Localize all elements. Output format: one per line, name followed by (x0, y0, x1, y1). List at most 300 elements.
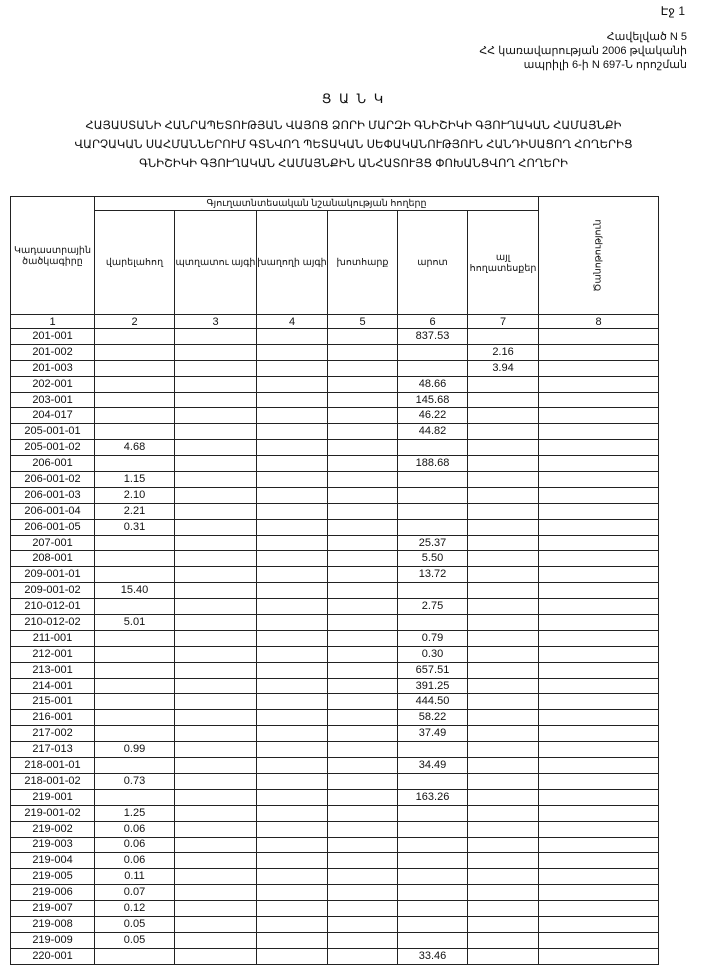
other-cell (468, 408, 539, 424)
hayfield-cell (328, 789, 398, 805)
code-cell: 203-001 (11, 392, 95, 408)
vineyard-cell (257, 805, 328, 821)
pasture-cell: 33.46 (398, 948, 468, 964)
table-row (11, 758, 659, 774)
other-cell (468, 853, 539, 869)
code-cell: 206-001 (11, 456, 95, 472)
vineyard-cell (257, 630, 328, 646)
pasture-cell (398, 472, 468, 488)
pasture-cell (398, 503, 468, 519)
hayfield-cell (328, 726, 398, 742)
hayfield-cell (328, 424, 398, 440)
table-row (11, 678, 659, 694)
table-row (11, 440, 659, 456)
perennial-cell (175, 948, 257, 964)
pasture-cell: 44.82 (398, 424, 468, 440)
other-cell (468, 472, 539, 488)
table-row (11, 948, 659, 964)
pasture-cell: 657.51 (398, 662, 468, 678)
arable-cell (95, 726, 175, 742)
hayfield-cell (328, 869, 398, 885)
table-row (11, 456, 659, 472)
perennial-cell (175, 519, 257, 535)
pasture-cell (398, 344, 468, 360)
table-row (11, 472, 659, 488)
other-cell (468, 630, 539, 646)
note-cell (539, 773, 659, 789)
arable-cell: 1.15 (95, 472, 175, 488)
hayfield-cell (328, 805, 398, 821)
vineyard-cell (257, 567, 328, 583)
vineyard-cell (257, 424, 328, 440)
table-row (11, 646, 659, 662)
arable-cell: 5.01 (95, 615, 175, 631)
vineyard-cell (257, 519, 328, 535)
perennial-cell (175, 726, 257, 742)
annex-decision: ՀՀ կառավարության 2006 թվականի (479, 45, 687, 57)
other-cell (468, 758, 539, 774)
code-cell: 219-004 (11, 853, 95, 869)
note-cell (539, 344, 659, 360)
perennial-cell (175, 551, 257, 567)
arable-cell (95, 376, 175, 392)
table-row (11, 901, 659, 917)
arable-cell: 0.73 (95, 773, 175, 789)
col-number: 3 (175, 315, 257, 329)
arable-cell: 0.31 (95, 519, 175, 535)
table-body (11, 329, 659, 965)
table-row (11, 360, 659, 376)
perennial-cell (175, 742, 257, 758)
pasture-cell: 2.75 (398, 599, 468, 615)
hayfield-cell (328, 901, 398, 917)
perennial-cell (175, 789, 257, 805)
table-row (11, 742, 659, 758)
arable-cell: 4.68 (95, 440, 175, 456)
code-cell: 204-017 (11, 408, 95, 424)
note-cell (539, 869, 659, 885)
other-cell (468, 662, 539, 678)
pasture-cell (398, 742, 468, 758)
vineyard-cell (257, 726, 328, 742)
pasture-cell: 58.22 (398, 710, 468, 726)
other-cell (468, 503, 539, 519)
pasture-cell (398, 360, 468, 376)
perennial-cell (175, 901, 257, 917)
table-row (11, 583, 659, 599)
perennial-cell (175, 456, 257, 472)
hayfield-cell (328, 535, 398, 551)
arable-cell (95, 694, 175, 710)
arable-cell (95, 408, 175, 424)
arable-cell: 1.25 (95, 805, 175, 821)
document-title: Ց Ա Ն Կ (321, 91, 386, 106)
vineyard-cell (257, 329, 328, 345)
perennial-cell (175, 869, 257, 885)
note-cell (539, 329, 659, 345)
pasture-cell: 34.49 (398, 758, 468, 774)
hayfield-cell (328, 456, 398, 472)
other-cell (468, 329, 539, 345)
vineyard-cell (257, 916, 328, 932)
vineyard-cell (257, 948, 328, 964)
code-cell: 206-001-05 (11, 519, 95, 535)
pasture-cell (398, 916, 468, 932)
hayfield-cell (328, 853, 398, 869)
note-cell (539, 916, 659, 932)
vineyard-cell (257, 932, 328, 948)
code-cell: 219-009 (11, 932, 95, 948)
note-header-label: Ծանոթություն (593, 219, 605, 292)
vineyard-cell (257, 710, 328, 726)
col-vineyard-header: խաղողի այգի (257, 211, 328, 315)
hayfield-cell (328, 583, 398, 599)
perennial-cell (175, 535, 257, 551)
table-row (11, 487, 659, 503)
hayfield-cell (328, 599, 398, 615)
col-arable-header: վարելահող (95, 211, 175, 315)
pasture-cell (398, 885, 468, 901)
note-cell (539, 424, 659, 440)
hayfield-cell (328, 392, 398, 408)
pasture-cell: 391.25 (398, 678, 468, 694)
vineyard-cell (257, 821, 328, 837)
note-cell (539, 901, 659, 917)
col-pasture-header: արոտ (398, 211, 468, 315)
pasture-cell (398, 583, 468, 599)
perennial-cell (175, 662, 257, 678)
annex-date: ապրիլի 6-ի N 697-Ն որոշման (523, 59, 687, 71)
arable-cell: 0.99 (95, 742, 175, 758)
vineyard-cell (257, 678, 328, 694)
arable-cell (95, 392, 175, 408)
vineyard-cell (257, 758, 328, 774)
other-cell (468, 789, 539, 805)
vineyard-cell (257, 456, 328, 472)
table-row (11, 853, 659, 869)
code-cell: 206-001-03 (11, 487, 95, 503)
hayfield-cell (328, 646, 398, 662)
pasture-cell (398, 853, 468, 869)
note-cell (539, 392, 659, 408)
hayfield-cell (328, 710, 398, 726)
vineyard-cell (257, 773, 328, 789)
arable-cell: 0.06 (95, 853, 175, 869)
table-row (11, 694, 659, 710)
note-cell (539, 440, 659, 456)
pasture-cell (398, 615, 468, 631)
code-cell: 201-003 (11, 360, 95, 376)
perennial-cell (175, 758, 257, 774)
other-cell (468, 440, 539, 456)
code-cell: 217-002 (11, 726, 95, 742)
arable-cell: 0.06 (95, 821, 175, 837)
code-cell: 201-001 (11, 329, 95, 345)
pasture-cell: 0.30 (398, 646, 468, 662)
arable-cell: 15.40 (95, 583, 175, 599)
note-cell (539, 456, 659, 472)
code-cell: 219-008 (11, 916, 95, 932)
perennial-cell (175, 646, 257, 662)
code-cell: 214-001 (11, 678, 95, 694)
note-cell (539, 694, 659, 710)
hayfield-cell (328, 821, 398, 837)
hayfield-cell (328, 742, 398, 758)
col-hayfield-header: խոտհարք (328, 211, 398, 315)
table-row (11, 567, 659, 583)
perennial-cell (175, 916, 257, 932)
hayfield-cell (328, 567, 398, 583)
other-cell (468, 726, 539, 742)
pasture-cell: 25.37 (398, 535, 468, 551)
arable-cell: 0.05 (95, 916, 175, 932)
perennial-cell (175, 424, 257, 440)
hayfield-cell (328, 329, 398, 345)
note-cell (539, 853, 659, 869)
hayfield-cell (328, 503, 398, 519)
other-cell (468, 567, 539, 583)
pasture-cell: 48.66 (398, 376, 468, 392)
arable-cell: 0.06 (95, 837, 175, 853)
code-cell: 210-012-01 (11, 599, 95, 615)
code-cell: 202-001 (11, 376, 95, 392)
other-cell (468, 837, 539, 853)
table-row (11, 519, 659, 535)
col-number: 5 (328, 315, 398, 329)
pasture-cell (398, 821, 468, 837)
pasture-cell (398, 773, 468, 789)
note-cell (539, 360, 659, 376)
note-cell (539, 948, 659, 964)
heading-line-2: ՎԱՐՉԱԿԱՆ ՍԱՀՄԱՆՆԵՐՈՒՄ ԳՏՆՎՈՂ ՊԵՏԱԿԱՆ ՍԵՓԱԿԱՆՈՒԹՅՈՒՆ ՀԱՆԴԻՍԱՑՈՂ ՀՈՂԵՐԻՑ (74, 139, 633, 151)
code-cell: 213-001 (11, 662, 95, 678)
pasture-cell (398, 932, 468, 948)
note-cell (539, 551, 659, 567)
hayfield-cell (328, 773, 398, 789)
hayfield-cell (328, 932, 398, 948)
code-cell: 210-012-02 (11, 615, 95, 631)
pasture-cell: 46.22 (398, 408, 468, 424)
pasture-cell (398, 805, 468, 821)
arable-cell (95, 758, 175, 774)
table-row (11, 662, 659, 678)
table-row (11, 599, 659, 615)
code-cell: 216-001 (11, 710, 95, 726)
vineyard-cell (257, 376, 328, 392)
perennial-cell (175, 408, 257, 424)
code-cell: 219-006 (11, 885, 95, 901)
perennial-cell (175, 567, 257, 583)
pasture-cell: 5.50 (398, 551, 468, 567)
note-cell (539, 567, 659, 583)
perennial-cell (175, 599, 257, 615)
vineyard-cell (257, 599, 328, 615)
other-cell (468, 885, 539, 901)
other-cell (468, 583, 539, 599)
code-cell: 205-001-02 (11, 440, 95, 456)
arable-cell (95, 599, 175, 615)
arable-cell (95, 789, 175, 805)
other-cell: 2.16 (468, 344, 539, 360)
arable-cell: 2.10 (95, 487, 175, 503)
note-cell (539, 789, 659, 805)
code-cell: 206-001-04 (11, 503, 95, 519)
note-cell (539, 503, 659, 519)
arable-cell (95, 360, 175, 376)
table-row (11, 916, 659, 932)
code-cell: 211-001 (11, 630, 95, 646)
pasture-cell: 163.26 (398, 789, 468, 805)
note-cell (539, 472, 659, 488)
other-cell (468, 615, 539, 631)
vineyard-cell (257, 535, 328, 551)
column-number-row (11, 315, 659, 329)
perennial-cell (175, 630, 257, 646)
note-cell (539, 758, 659, 774)
annex-block (479, 30, 687, 72)
note-cell (539, 726, 659, 742)
other-cell: 3.94 (468, 360, 539, 376)
table-row (11, 630, 659, 646)
note-cell (539, 885, 659, 901)
table-row (11, 503, 659, 519)
other-cell (468, 710, 539, 726)
arable-cell (95, 567, 175, 583)
col-number: 2 (95, 315, 175, 329)
hayfield-cell (328, 551, 398, 567)
group-header: Գյուղատնտեսական նշանակության հողերը (95, 197, 539, 211)
table-row (11, 344, 659, 360)
other-cell (468, 424, 539, 440)
perennial-cell (175, 710, 257, 726)
table-row (11, 392, 659, 408)
table-row (11, 424, 659, 440)
code-cell: 215-001 (11, 694, 95, 710)
arable-cell: 0.05 (95, 932, 175, 948)
vineyard-cell (257, 392, 328, 408)
other-cell (468, 519, 539, 535)
table-row (11, 551, 659, 567)
heading-line-3: ԳՆԻՇԻԿԻ ԳՅՈՒՂԱԿԱՆ ՀԱՄԱՅՆՔԻՆ ԱՆՀԱՏՈՒՅՑ ՓՈԽԱՆՑՎՈՂ ՀՈՂԵՐԻ (139, 158, 568, 170)
note-cell (539, 583, 659, 599)
vineyard-cell (257, 583, 328, 599)
note-cell (539, 646, 659, 662)
code-cell: 219-002 (11, 821, 95, 837)
code-cell: 201-002 (11, 344, 95, 360)
vineyard-cell (257, 487, 328, 503)
pasture-cell: 13.72 (398, 567, 468, 583)
other-cell (468, 916, 539, 932)
perennial-cell (175, 853, 257, 869)
vineyard-cell (257, 472, 328, 488)
code-cell: 217-013 (11, 742, 95, 758)
hayfield-cell (328, 837, 398, 853)
note-cell (539, 805, 659, 821)
arable-cell (95, 710, 175, 726)
pasture-cell: 444.50 (398, 694, 468, 710)
table-row (11, 329, 659, 345)
note-cell (539, 599, 659, 615)
vineyard-cell (257, 901, 328, 917)
vineyard-cell (257, 869, 328, 885)
code-cell: 219-003 (11, 837, 95, 853)
arable-cell (95, 424, 175, 440)
arable-cell: 2.21 (95, 503, 175, 519)
other-cell (468, 869, 539, 885)
table-row (11, 408, 659, 424)
vineyard-cell (257, 646, 328, 662)
hayfield-cell (328, 694, 398, 710)
note-cell (539, 615, 659, 631)
vineyard-cell (257, 662, 328, 678)
table-row (11, 932, 659, 948)
other-cell (468, 948, 539, 964)
col-number: 1 (11, 315, 95, 329)
code-cell: 218-001-02 (11, 773, 95, 789)
vineyard-cell (257, 344, 328, 360)
perennial-cell (175, 805, 257, 821)
other-cell (468, 901, 539, 917)
land-table (10, 196, 659, 965)
hayfield-cell (328, 630, 398, 646)
hayfield-cell (328, 519, 398, 535)
hayfield-cell (328, 662, 398, 678)
other-cell (468, 456, 539, 472)
note-cell (539, 742, 659, 758)
code-cell: 220-001 (11, 948, 95, 964)
note-cell (539, 678, 659, 694)
note-cell (539, 535, 659, 551)
table-row (11, 773, 659, 789)
hayfield-cell (328, 376, 398, 392)
hayfield-cell (328, 948, 398, 964)
code-cell: 205-001-01 (11, 424, 95, 440)
arable-cell (95, 948, 175, 964)
perennial-cell (175, 932, 257, 948)
vineyard-cell (257, 885, 328, 901)
perennial-cell (175, 773, 257, 789)
vineyard-cell (257, 742, 328, 758)
arable-cell (95, 646, 175, 662)
pasture-cell: 145.68 (398, 392, 468, 408)
arable-cell (95, 344, 175, 360)
table-row (11, 821, 659, 837)
heading-line-1: ՀԱՅԱՍՏԱՆԻ ՀԱՆՐԱՊԵՏՈՒԹՅԱՆ ՎԱՅՈՑ ՁՈՐԻ ՄԱՐԶԻ ԳՆԻՇԻԿԻ ԳՅՈՒՂԱԿԱՆ ՀԱՄԱՅՆՔԻ (85, 120, 622, 132)
table-row (11, 615, 659, 631)
arable-cell (95, 630, 175, 646)
note-cell (539, 710, 659, 726)
vineyard-cell (257, 360, 328, 376)
note-cell (539, 630, 659, 646)
col-number: 7 (468, 315, 539, 329)
note-cell (539, 487, 659, 503)
other-cell (468, 392, 539, 408)
page-number: Էջ 1 (660, 4, 685, 18)
col-other-header: այլ հողատեսքեր (468, 211, 539, 315)
note-cell (539, 376, 659, 392)
note-cell (539, 519, 659, 535)
vineyard-cell (257, 440, 328, 456)
arable-cell (95, 456, 175, 472)
code-cell: 209-001-02 (11, 583, 95, 599)
pasture-cell (398, 519, 468, 535)
vineyard-cell (257, 837, 328, 853)
arable-cell (95, 535, 175, 551)
code-cell: 207-001 (11, 535, 95, 551)
note-cell (539, 662, 659, 678)
arable-cell (95, 662, 175, 678)
arable-cell (95, 329, 175, 345)
